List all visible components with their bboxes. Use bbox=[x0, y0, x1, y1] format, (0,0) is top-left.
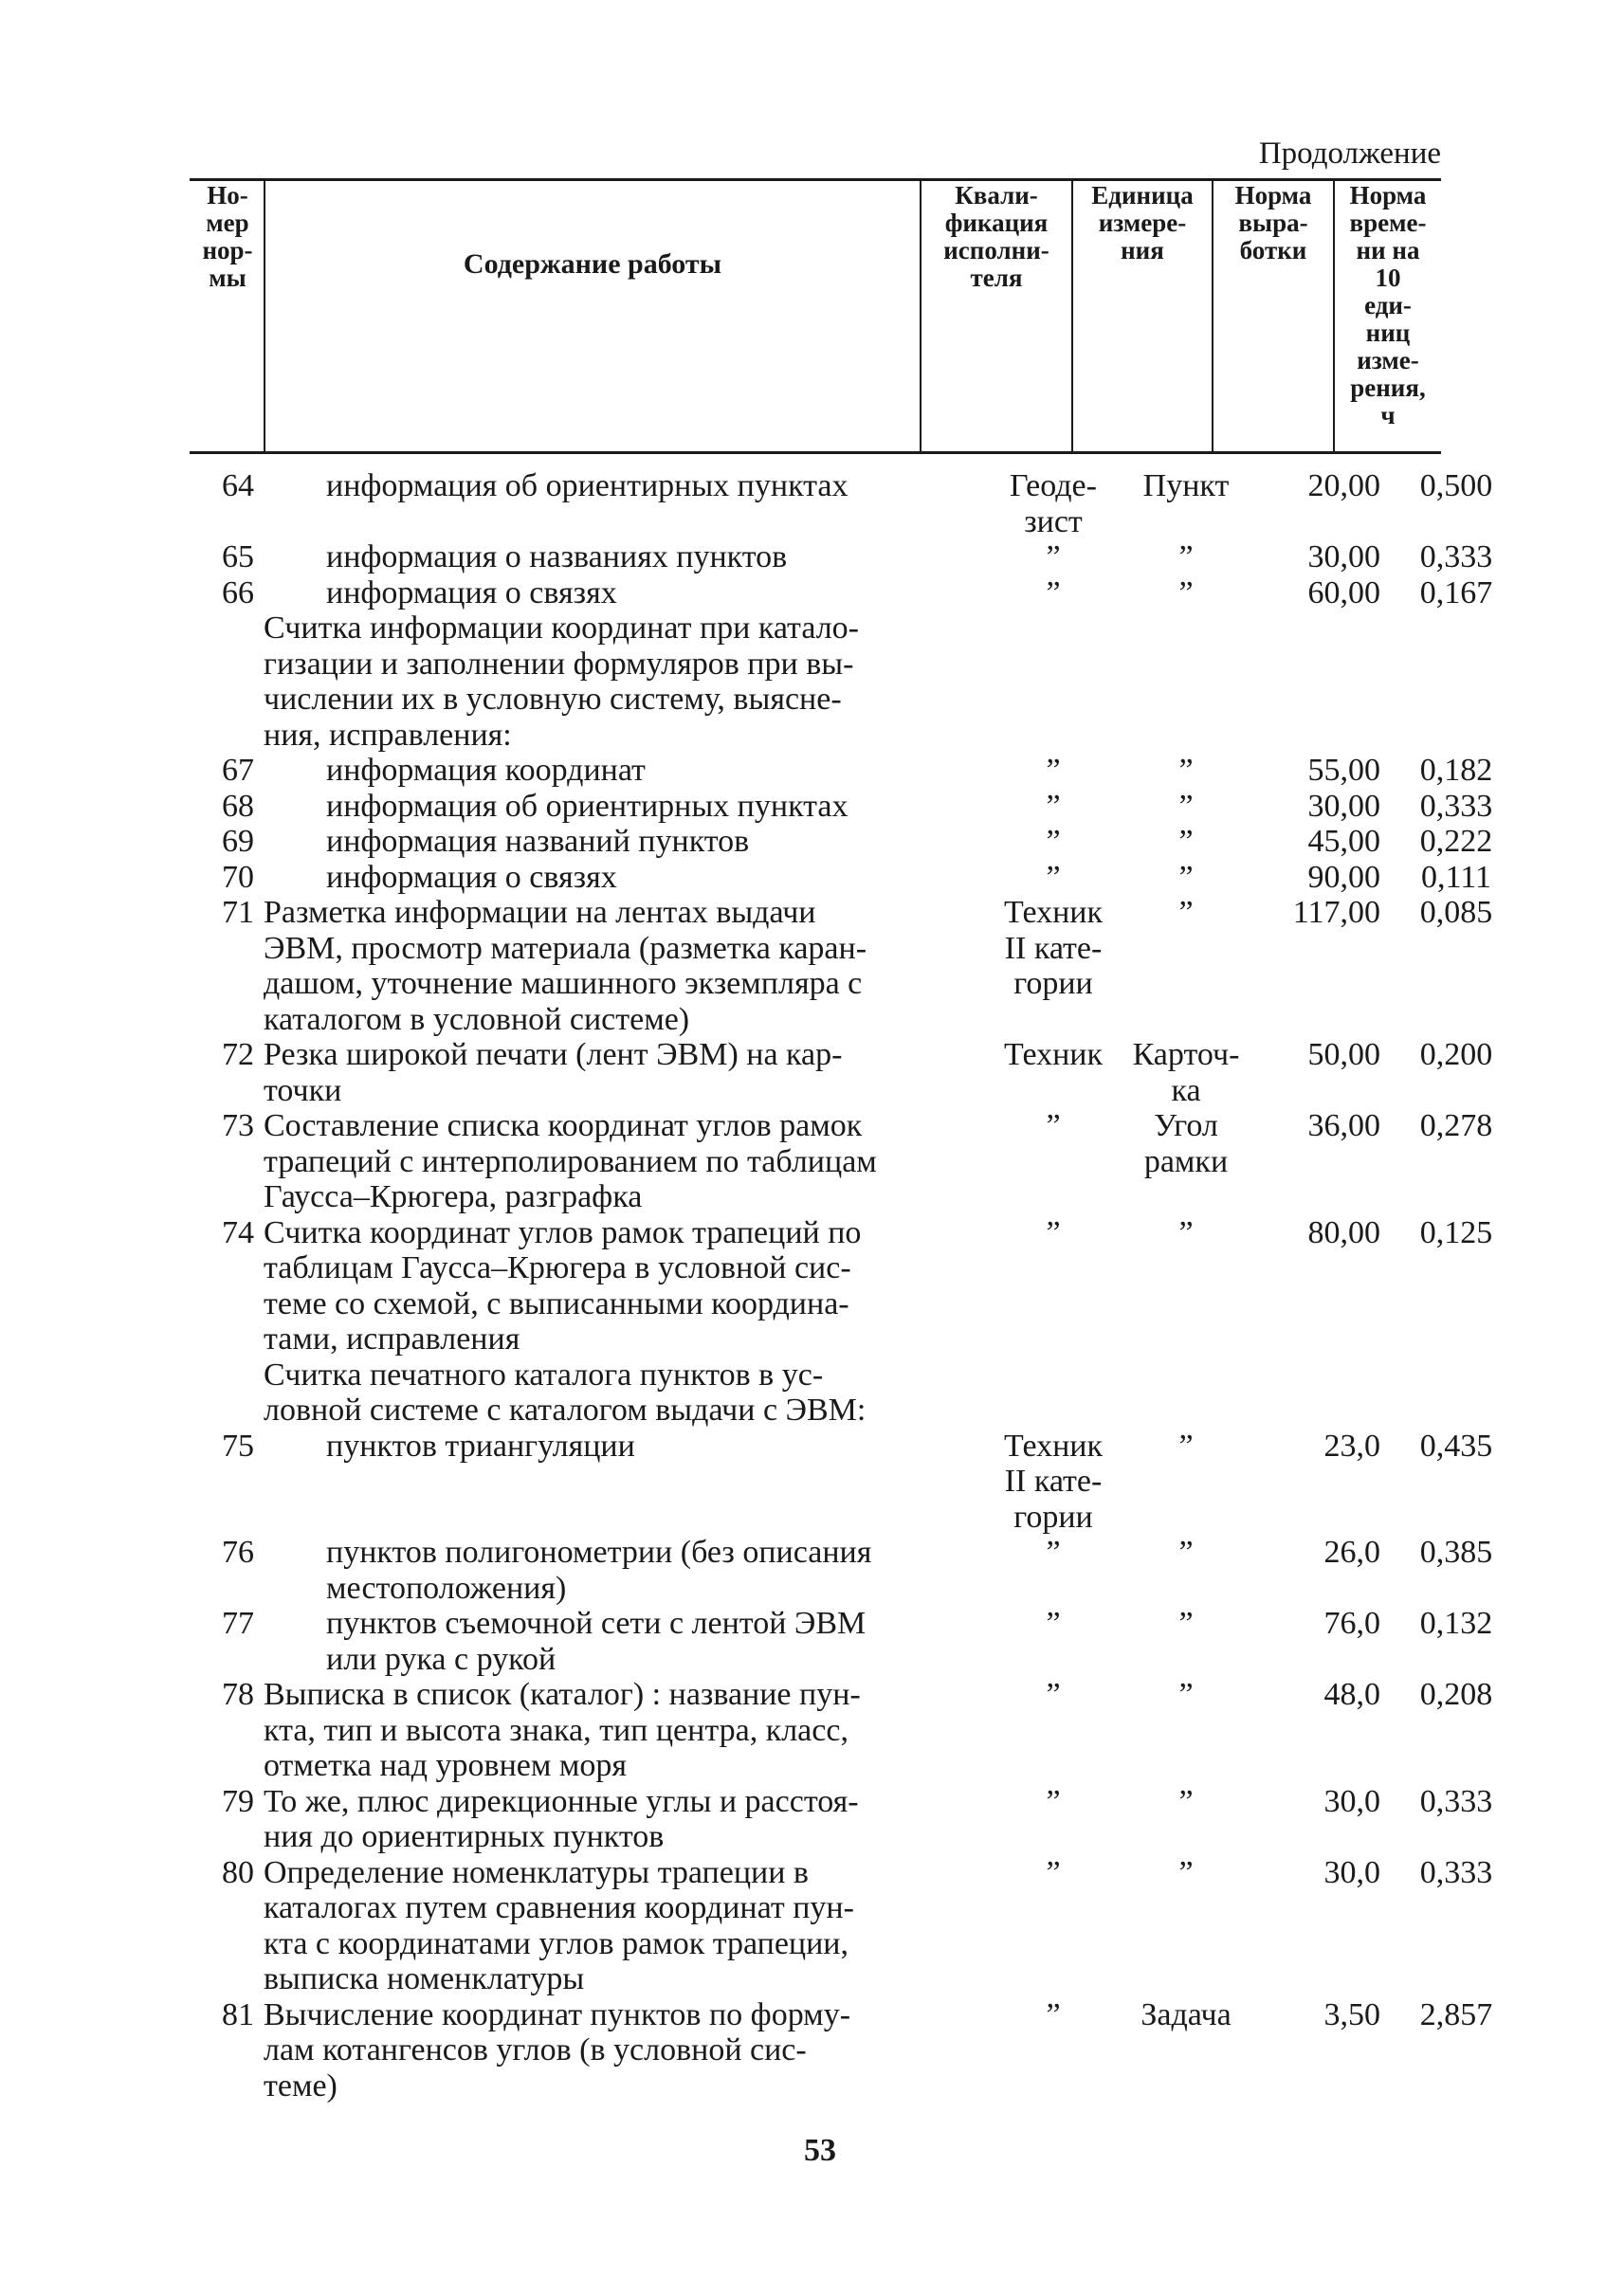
row-time-norm: 0,132 bbox=[1419, 1606, 1493, 1641]
row-unit: ” bbox=[1178, 539, 1194, 574]
row-content: Выписка в список (каталог) : название пун- кта, тип и высота знака, тип центра, класс, отметка над уровнем моря bbox=[264, 1677, 861, 1783]
row-number: 68 bbox=[222, 788, 254, 824]
row-number: 78 bbox=[222, 1677, 254, 1712]
row-unit: ” bbox=[1178, 753, 1194, 788]
row-content: Считка печатного каталога пунктов в ус- ловной системе с каталогом выдачи с ЭВМ: bbox=[264, 1357, 867, 1428]
header-bottom-rule bbox=[190, 451, 1441, 454]
row-qualification: ” bbox=[1046, 1214, 1061, 1250]
row-production-norm: 50,00 bbox=[1307, 1037, 1380, 1072]
row-production-norm: 60,00 bbox=[1307, 574, 1380, 610]
table-row bbox=[190, 1606, 1519, 1677]
norms-table bbox=[190, 468, 1519, 2104]
row-production-norm: 30,00 bbox=[1307, 788, 1380, 824]
row-number: 77 bbox=[222, 1606, 254, 1641]
row-unit: ” bbox=[1178, 1606, 1194, 1641]
row-time-norm: 0,385 bbox=[1419, 1535, 1493, 1570]
table-row bbox=[190, 1784, 1519, 1855]
table-row bbox=[190, 1429, 1519, 1536]
row-production-norm: 30,00 bbox=[1307, 539, 1380, 574]
row-qualification: ” bbox=[1046, 1783, 1061, 1819]
row-production-norm: 55,00 bbox=[1307, 753, 1380, 788]
row-time-norm: 0,278 bbox=[1419, 1108, 1493, 1143]
table-row bbox=[190, 895, 1519, 1037]
row-time-norm: 0,200 bbox=[1419, 1037, 1493, 1072]
row-time-norm: 0,333 bbox=[1419, 539, 1493, 574]
row-unit: ” bbox=[1178, 1677, 1194, 1712]
row-production-norm: 48,0 bbox=[1323, 1677, 1380, 1712]
row-content: пунктов полигонометрии (без описания местоположения) bbox=[326, 1535, 872, 1606]
row-time-norm bbox=[1394, 610, 1519, 753]
row-qualification bbox=[987, 1357, 1120, 1429]
table-row bbox=[190, 1535, 1519, 1606]
row-qualification: Техник II кате- гории bbox=[1003, 895, 1104, 1001]
row-qualification: ” bbox=[1046, 1606, 1061, 1641]
row-content: Определение номенклатуры трапеции в каталогах путем сравнения координат пун- кта с координатами углов рамок трапеции, выписка номенклатуры bbox=[264, 1854, 854, 1996]
row-qualification: Техник II кате- гории bbox=[1003, 1428, 1104, 1535]
row-production-norm: 90,00 bbox=[1307, 859, 1380, 895]
row-time-norm bbox=[1394, 1357, 1519, 1429]
row-production-norm: 36,00 bbox=[1307, 1108, 1380, 1143]
table-row bbox=[190, 860, 1519, 896]
row-number: 71 bbox=[222, 895, 254, 930]
row-unit: ” bbox=[1178, 1428, 1194, 1464]
row-content: Вычисление координат пунктов по форму- лам котангенсов углов (в условной сис- теме) bbox=[264, 1996, 851, 2104]
row-production-norm: 23,0 bbox=[1323, 1428, 1380, 1464]
row-production-norm: 26,0 bbox=[1323, 1535, 1380, 1570]
norms-table-body bbox=[190, 468, 1519, 2104]
row-unit bbox=[1120, 610, 1252, 753]
row-production-norm: 76,0 bbox=[1323, 1606, 1380, 1641]
row-time-norm: 0,435 bbox=[1419, 1428, 1493, 1464]
row-number: 80 bbox=[222, 1854, 254, 1890]
row-unit: Задача bbox=[1140, 1996, 1232, 2032]
row-number: 70 bbox=[222, 859, 254, 895]
row-qualification: Техник bbox=[1003, 1037, 1104, 1072]
continuation-label: Продолжение bbox=[1258, 137, 1441, 171]
row-content: Резка широкой печати (лент ЭВМ) на кар- точки bbox=[264, 1037, 843, 1108]
table-row bbox=[190, 575, 1519, 611]
row-content: пунктов триангуляции bbox=[326, 1428, 635, 1464]
row-number bbox=[190, 610, 262, 753]
table-row bbox=[190, 1357, 1519, 1429]
row-unit: ” bbox=[1178, 824, 1194, 859]
row-unit: Угол рамки bbox=[1143, 1108, 1229, 1179]
row-qualification: ” bbox=[1046, 539, 1061, 574]
row-number: 74 bbox=[222, 1214, 254, 1250]
row-number: 64 bbox=[222, 468, 254, 503]
row-qualification: ” bbox=[1046, 1854, 1061, 1890]
row-content: Разметка информации на лентах выдачи ЭВМ, просмотр материала (разметка каран- дашом, уточнение машинного экземпляра с каталогом в условной системе) bbox=[264, 895, 867, 1037]
row-unit: ” bbox=[1178, 788, 1194, 824]
row-content: Составление списка координат углов рамок трапеций с интерполированием по таблицам Гаусса–Крюгера, разграфка bbox=[264, 1108, 877, 1214]
row-time-norm: 0,125 bbox=[1419, 1214, 1493, 1250]
row-time-norm: 0,333 bbox=[1419, 1854, 1493, 1890]
row-unit: ” bbox=[1178, 574, 1194, 610]
row-time-norm: 0,500 bbox=[1419, 468, 1493, 503]
row-time-norm: 0,222 bbox=[1419, 824, 1493, 859]
row-number: 81 bbox=[222, 1996, 254, 2032]
row-time-norm: 0,111 bbox=[1421, 859, 1491, 895]
row-content: информация названий пунктов bbox=[326, 824, 750, 859]
row-unit: Карточ- ка bbox=[1132, 1037, 1240, 1108]
row-qualification: ” bbox=[1046, 753, 1061, 788]
row-number: 69 bbox=[222, 824, 254, 859]
row-content: информация об ориентирных пунктах bbox=[326, 468, 848, 503]
table-row bbox=[190, 1215, 1519, 1357]
header-qual: Квали- фикация исполни- теля bbox=[943, 181, 1049, 292]
header-prod: Норма выра- ботки bbox=[1234, 181, 1312, 264]
table-row bbox=[190, 610, 1519, 753]
row-content: информация координат bbox=[326, 753, 646, 788]
table-row bbox=[190, 1997, 1519, 2104]
header-content bbox=[265, 182, 920, 449]
row-production-norm: 45,00 bbox=[1307, 824, 1380, 859]
header-time: Норма време- ни на 10 еди- ниц изме- рения, ч bbox=[1349, 181, 1427, 429]
row-content: информация о связях bbox=[326, 574, 617, 610]
row-number: 76 bbox=[222, 1535, 254, 1570]
table-row bbox=[190, 468, 1519, 539]
row-time-norm: 0,333 bbox=[1419, 1783, 1493, 1819]
row-qualification: ” bbox=[1046, 574, 1061, 610]
row-qualification: ” bbox=[1046, 1677, 1061, 1712]
row-content: информация об ориентирных пунктах bbox=[326, 788, 848, 824]
header-unit: Единица измере- ния bbox=[1091, 181, 1194, 264]
table-row bbox=[190, 1108, 1519, 1215]
row-content: пунктов съемочной сети с лентой ЭВМ или рука с рукой bbox=[326, 1606, 867, 1677]
row-production-norm: 117,00 bbox=[1292, 895, 1380, 930]
row-unit: ” bbox=[1178, 1854, 1194, 1890]
table-row bbox=[190, 824, 1519, 860]
row-production-norm: 3,50 bbox=[1323, 1996, 1380, 2032]
row-number: 72 bbox=[222, 1037, 254, 1072]
row-qualification: ” bbox=[1046, 1996, 1061, 2032]
row-time-norm: 0,167 bbox=[1419, 574, 1493, 610]
table-row bbox=[190, 539, 1519, 575]
header-content-label: Содержание работы bbox=[463, 248, 722, 280]
row-number: 66 bbox=[222, 574, 254, 610]
row-number: 73 bbox=[222, 1108, 254, 1143]
row-number: 79 bbox=[222, 1783, 254, 1819]
row-number bbox=[190, 1357, 262, 1429]
row-qualification: ” bbox=[1046, 824, 1061, 859]
row-content: Считка координат углов рамок трапеций по таблицам Гаусса–Крюгера в условной сис- теме со схемой, с выписанными координа- тами, исправления bbox=[264, 1214, 862, 1357]
row-unit: ” bbox=[1178, 895, 1194, 930]
row-content: Считка информации координат при катало- гизации и заполнении формуляров при вы- числении их в условную систему, выясне- ния, исправления: bbox=[264, 610, 860, 753]
table-row bbox=[190, 1037, 1519, 1108]
row-unit: ” bbox=[1178, 1535, 1194, 1570]
row-number: 65 bbox=[222, 539, 254, 574]
row-qualification: ” bbox=[1046, 859, 1061, 895]
row-qualification: ” bbox=[1046, 1108, 1061, 1143]
row-production-norm: 30,0 bbox=[1323, 1783, 1380, 1819]
row-content: То же, плюс дирекционные углы и расстоя- ния до ориентирных пунктов bbox=[264, 1783, 859, 1854]
row-content: информация о названиях пунктов bbox=[326, 539, 788, 574]
row-unit: ” bbox=[1178, 859, 1194, 895]
row-time-norm: 0,182 bbox=[1419, 753, 1493, 788]
row-unit: ” bbox=[1178, 1783, 1194, 1819]
row-unit bbox=[1120, 1357, 1252, 1429]
row-time-norm: 2,857 bbox=[1419, 1996, 1493, 2032]
table-row bbox=[190, 1677, 1519, 1784]
row-unit: ” bbox=[1178, 1214, 1194, 1250]
table-row bbox=[190, 753, 1519, 789]
row-content: информация о связях bbox=[326, 859, 617, 895]
row-production-norm: 30,0 bbox=[1323, 1854, 1380, 1890]
row-qualification: ” bbox=[1046, 788, 1061, 824]
row-qualification: Геоде- зист bbox=[1010, 468, 1097, 539]
page-number: 53 bbox=[804, 2133, 836, 2168]
row-time-norm: 0,208 bbox=[1419, 1677, 1493, 1712]
row-production-norm bbox=[1252, 610, 1394, 753]
table-row bbox=[190, 789, 1519, 825]
row-number: 75 bbox=[222, 1428, 254, 1464]
row-production-norm bbox=[1252, 1357, 1394, 1429]
row-number: 67 bbox=[222, 753, 254, 788]
table-row bbox=[190, 1855, 1519, 1997]
row-production-norm: 80,00 bbox=[1307, 1214, 1380, 1250]
row-unit: Пункт bbox=[1142, 468, 1230, 503]
row-production-norm: 20,00 bbox=[1307, 468, 1380, 503]
row-time-norm: 0,085 bbox=[1419, 895, 1493, 930]
row-qualification: ” bbox=[1046, 1535, 1061, 1570]
header-num: Но- мер нор- мы bbox=[202, 181, 253, 292]
row-qualification bbox=[987, 610, 1120, 753]
row-time-norm: 0,333 bbox=[1419, 788, 1493, 824]
